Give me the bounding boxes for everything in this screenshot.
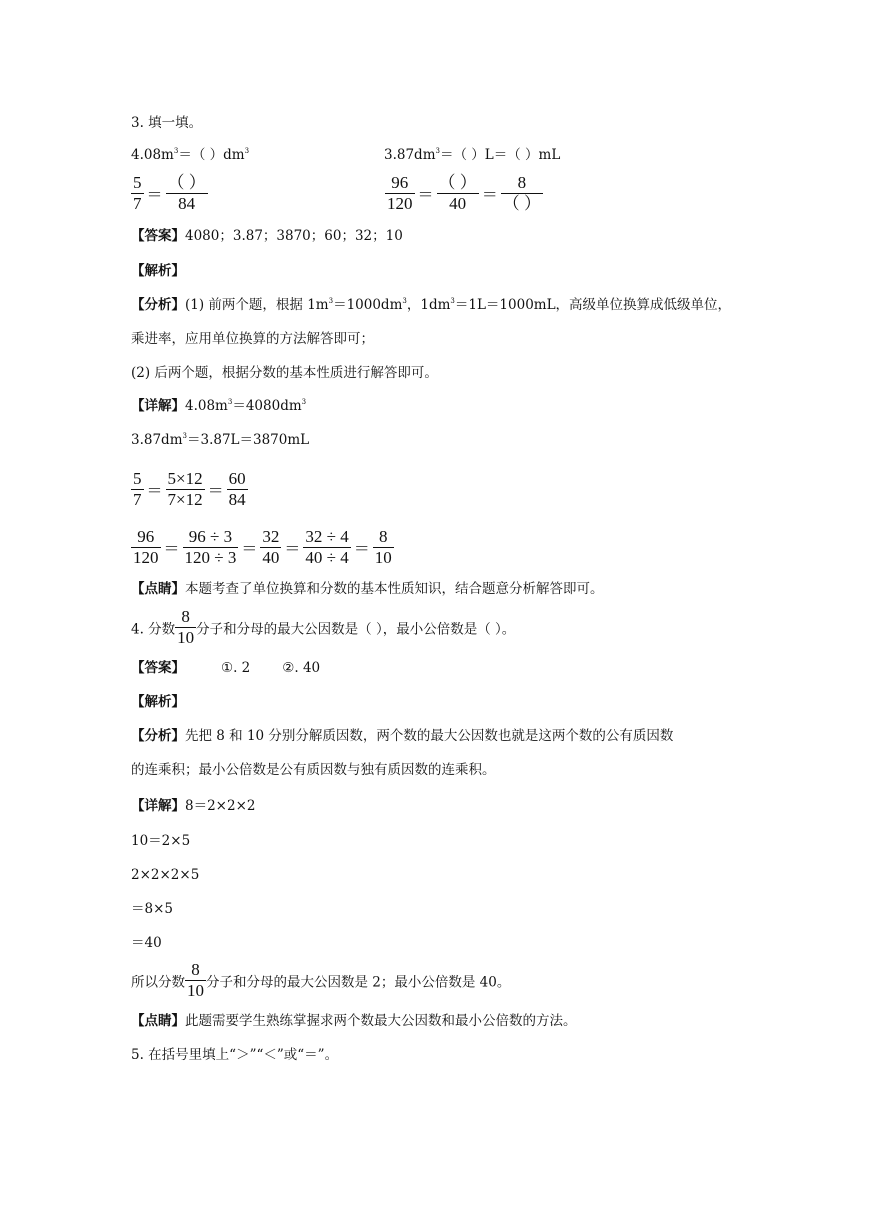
q3-item2: $3.87dm^3=$（ ）L＝（ ）mL: [384, 147, 561, 163]
q3-calc-2: $\frac{96}{120}$ ＝ $\frac{96 \div 3}{120 \div 3}$ ＝ $\frac{32}{40}$ ＝ $\frac{32 \div 4}{40 \div 4}$ ＝ $\frac{8}{10}$: [133, 527, 392, 567]
q3-fraction-b: $\frac{96}{120}$ ＝ $\frac{( )}{40}$ ＝ $\frac{8}{( )}$: [387, 173, 542, 213]
q3-jiexi: 【解析】: [131, 263, 185, 279]
q3-xiangjie-line2: $3.87dm^3=3.87L=3870mL$: [131, 432, 310, 448]
q4-title: 4. 分数 $\frac{8}{10}$ 分子和分母的最大公因数是（ ），最小公倍数是（ ）。: [131, 607, 516, 647]
q3-fraction-a: $\frac{5}{7}$ ＝ $\frac{( )}{84}$: [133, 173, 206, 213]
q3-answer: 【答案】4080；3.87；3870；60；32；10: [131, 228, 403, 244]
q5-title: 5. 在括号里填上“＞”“＜”或“＝”。: [131, 1047, 339, 1063]
q3-fenxi-line3: (2) 后两个题，根据分数的基本性质进行解答即可。: [131, 365, 438, 381]
q4-xiangjie-line1: 【详解】8＝2×2×2: [131, 798, 256, 814]
q3-fenxi-line2: 乘进率，应用单位换算的方法解答即可；: [131, 331, 374, 347]
q4-fenxi-line1: 【分析】先把 8 和 10 分别分解质因数，两个数的最大公因数也就是这两个数的公有质因数: [131, 728, 674, 744]
q4-jiexi: 【解析】: [131, 694, 185, 710]
q3-xiangjie-line1: 【详解】$4.08m^3=4080dm^3$: [131, 398, 307, 414]
q4-dianjing: 【点睛】此题需要学生熟练掌握求两个数最大公因数和最小公倍数的方法。: [131, 1013, 577, 1029]
q4-xiangjie-line5: ＝40: [131, 935, 162, 951]
q4-conclusion: 所以分数 $\frac{8}{10}$ 分子和分母的最大公因数是 2；最小公倍数是 40。: [131, 960, 511, 1000]
q3-title: 3. 填一填。: [131, 115, 203, 131]
q4-answer: 【答案】 ①. 2 ②. 40: [131, 660, 321, 676]
q4-xiangjie-line4: ＝8×5: [131, 901, 173, 917]
q3-item1: $4.08m^3=$（ ）$dm^3$: [131, 147, 250, 163]
q3-calc-1: $\frac{5}{7}$ ＝ $\frac{5\times 12}{7\times 12}$ ＝ $\frac{60}{84}$: [133, 469, 246, 509]
q3-fenxi-line1: 【分析】(1) 前两个题，根据 $1m^3=1000dm^3$，$1dm^3=1L=1000mL$，高级单位换算成低级单位，: [131, 297, 732, 313]
q4-xiangjie-line3: 2×2×2×5: [131, 867, 200, 883]
q3-dianjing: 【点睛】本题考查了单位换算和分数的基本性质知识，结合题意分析解答即可。: [131, 581, 604, 597]
q4-xiangjie-line2: 10＝2×5: [131, 833, 191, 849]
q4-fenxi-line2: 的连乘积；最小公倍数是公有质因数与独有质因数的连乘积。: [131, 762, 496, 778]
